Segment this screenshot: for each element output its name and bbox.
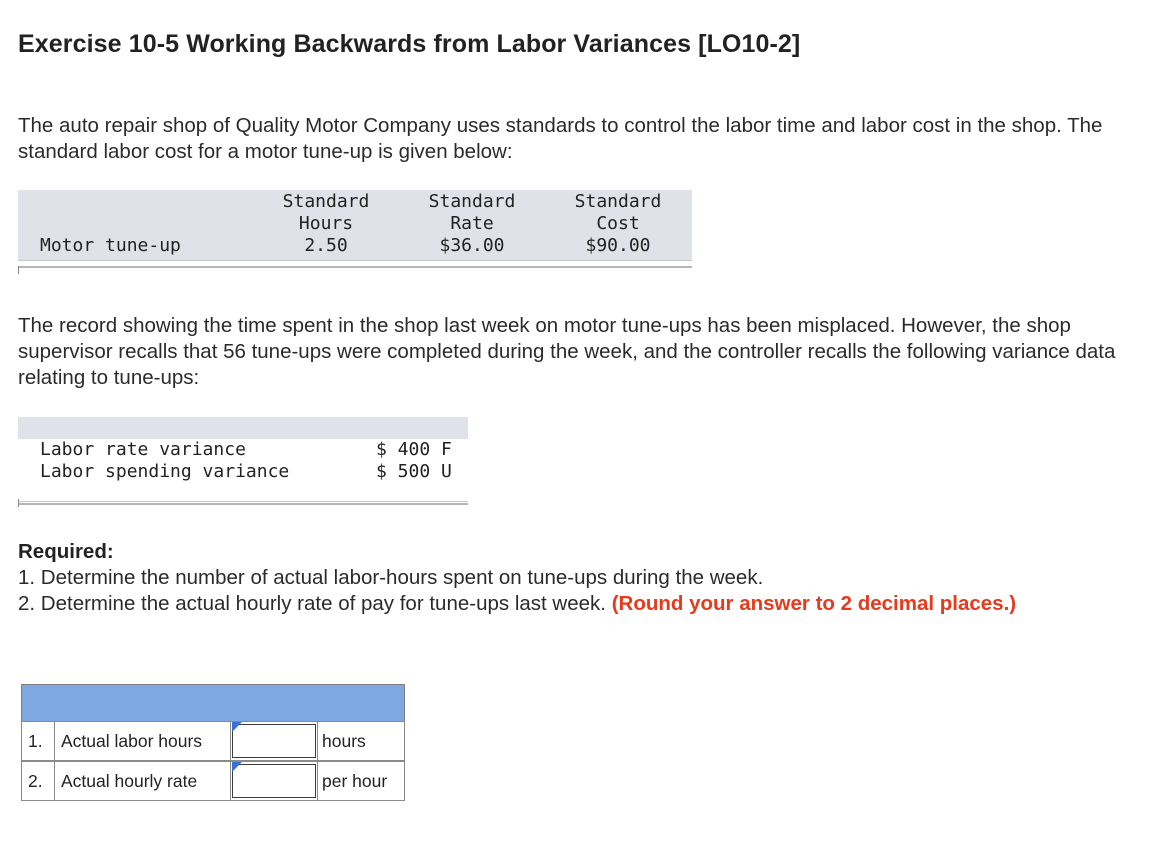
standard-cost-value: $90.00	[585, 235, 651, 256]
variance-label-rate: Labor rate variance	[40, 439, 246, 460]
row-label: Actual hourly rate	[54, 761, 231, 801]
variance-footer-tick	[18, 499, 19, 507]
input-flag-icon	[232, 722, 242, 732]
row-label-motor-tune-up: Motor tune-up	[40, 235, 181, 256]
required-item-2: 2. Determine the actual hourly rate of pay for tune-ups last week. (Round your answer to 2 decimal places.)	[18, 592, 1017, 615]
required-item-1: 1. Determine the number of actual labor-hours spent on tune-ups during the week.	[18, 566, 764, 589]
unit-label: hours	[317, 721, 405, 761]
middle-paragraph: The record showing the time spent in the shop last week on motor tune-ups has been misplaced. However, the shop supervisor recalls that 56 tune-ups were completed during the week, and the controller recalls the following variance data relating to tune-ups:	[18, 314, 1116, 389]
variance-value-spending: $ 500 U	[376, 461, 452, 482]
column-header-standard-cost: Standard Cost $90.00	[560, 191, 676, 257]
column-header-standard-rate: Standard Rate $36.00	[414, 191, 530, 257]
standard-cost-table	[18, 190, 692, 268]
answer-row-actual-labor-hours	[21, 721, 405, 761]
variance-header-band	[18, 417, 468, 439]
rounding-note: (Round your answer to 2 decimal places.)	[611, 592, 1017, 615]
answer-row-actual-hourly-rate	[21, 761, 405, 801]
variance-value-rate: $ 400 F	[376, 439, 452, 460]
variance-table	[18, 417, 468, 505]
required-section	[18, 539, 1118, 617]
row-number: 2.	[21, 761, 55, 801]
required-heading: Required:	[18, 540, 114, 563]
input-flag-icon	[232, 762, 242, 772]
column-header-standard-hours: Standard Hours 2.50	[268, 191, 384, 257]
table-footer-rule	[18, 260, 692, 268]
table-footer-tick	[18, 266, 19, 274]
standard-rate-value: $36.00	[439, 235, 505, 256]
variance-footer-rule	[18, 501, 468, 505]
answer-grid-header	[21, 684, 405, 722]
actual-hourly-rate-input[interactable]	[232, 764, 316, 798]
unit-label: per hour	[317, 761, 405, 801]
answer-grid	[21, 684, 405, 804]
actual-labor-hours-input[interactable]	[232, 724, 316, 758]
page-title: Exercise 10-5 Working Backwards from Labor Variances [LO10-2]	[18, 30, 801, 58]
row-number: 1.	[21, 721, 55, 761]
intro-paragraph: The auto repair shop of Quality Motor Company uses standards to control the labor time and labor cost in the shop. The standard labor cost for a motor tune-up is given below:	[18, 114, 1103, 163]
variance-label-spending: Labor spending variance	[40, 461, 290, 482]
row-label: Actual labor hours	[54, 721, 231, 761]
standard-hours-value: 2.50	[304, 235, 348, 256]
